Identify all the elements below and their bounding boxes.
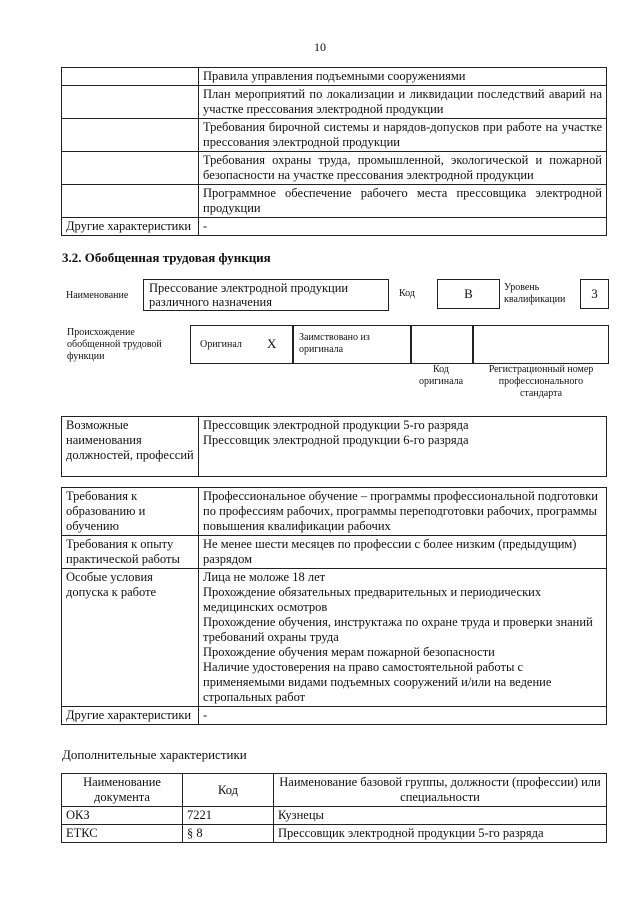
table-row [62,488,607,536]
special-condition-item: Прохождение обучения, инструктажа по охране труда и проверки знаний требований охраны труда [203,615,593,644]
positions-label: Возможные наименования должностей, профессий [62,417,199,477]
code-box [437,279,500,309]
code-value: B [464,286,473,301]
table-row [62,185,607,218]
table-row [62,707,607,725]
table-row [62,68,607,86]
table-row [62,569,607,707]
level-box [580,279,609,309]
original-mark: X [267,336,277,351]
level-value: 3 [591,286,598,301]
table-row [62,536,607,569]
special-conditions-label: Особые условия допуска к работе [62,569,199,707]
positions-table [61,416,607,477]
additional-table [61,773,607,843]
table-row [62,86,607,119]
special-condition-item: Лица не моложе 18 лет [203,570,326,584]
code-cell: § 8 [183,825,274,843]
other-characteristics-label: Другие характеристики [62,707,199,725]
table-row [62,218,607,236]
education-label: Требования к образованию и обучению [62,488,199,536]
additional-title: Дополнительные характеристики [62,747,247,762]
original-cell [190,325,294,364]
origin-label: Происхождение обобщенной трудовой функции [67,327,162,362]
knowledge-item: Программное обеспечение рабочего места прессовщика электродной продукции [199,185,607,218]
group-name-cell: Кузнецы [274,807,607,825]
original-label: Оригинал [200,339,242,350]
code-cell: 7221 [183,807,274,825]
special-condition-item: Наличие удостоверения на право самостоятельной работы с применяемыми видами подъемных сооружений и/или на ведение стропальных работ [203,660,552,704]
header-code: Код [183,774,274,807]
group-name-cell: Прессовщик электродной продукции 5-го разряда [274,825,607,843]
reg-number-label: Регистрационный номер профессионального стандарта [488,364,594,399]
level-label: Уровень квалификации [504,282,566,305]
code-label: Код [399,288,415,299]
code-original-cell [410,325,474,364]
borrowed-label: Заимствовано из оригинала [299,332,370,355]
other-characteristics-value: - [199,707,607,725]
knowledge-item: Правила управления подъемными сооружениями [199,68,607,86]
other-characteristics-label: Другие характеристики [62,218,199,236]
code-original-label: Код оригинала [418,364,464,387]
special-condition-item: Прохождение обязательных предварительных и периодических медицинских осмотров [203,585,542,614]
function-name-box [143,279,389,311]
knowledge-item: Требования охраны труда, промышленной, экологической и пожарной безопасности на участке прессования электродной продукции [199,152,607,185]
top-knowledge-table [61,67,607,236]
education-value: Профессиональное обучение – программы профессиональной подготовки по профессиям рабочих, программы переподготовки рабочих, программы повышения квалификации рабочих [199,488,607,536]
position-item: Прессовщик электродной продукции 6-го разряда [203,433,469,447]
doc-name-cell: ОКЗ [62,807,183,825]
table-header-row [62,774,607,807]
page-number: 10 [314,40,326,54]
name-label: Наименование [66,290,129,301]
function-name: Прессование электродной продукции различного назначения [149,281,349,309]
table-row [62,152,607,185]
position-item: Прессовщик электродной продукции 5-го разряда [203,418,469,432]
table-row [62,119,607,152]
table-row [62,807,607,825]
other-characteristics-value: - [199,218,607,236]
table-row [62,825,607,843]
section-title: 3.2. Обобщенная трудовая функция [62,250,271,265]
header-doc-name: Наименование документа [62,774,183,807]
borrowed-cell [292,325,412,364]
requirements-table [61,487,607,725]
header-group-name: Наименование базовой группы, должности (профессии) или специальности [274,774,607,807]
table-row [62,417,607,477]
special-condition-item: Прохождение обучения мерам пожарной безопасности [203,645,495,659]
doc-name-cell: ЕТКС [62,825,183,843]
experience-label: Требования к опыту практической работы [62,536,199,569]
knowledge-item: План мероприятий по локализации и ликвидации последствий аварий на участке прессования электродной продукции [199,86,607,119]
knowledge-item: Требования бирочной системы и нарядов-допусков при работе на участке прессования электродной продукции [199,119,607,152]
reg-number-cell [472,325,609,364]
experience-value: Не менее шести месяцев по профессии с более низким (предыдущим) разрядом [199,536,607,569]
